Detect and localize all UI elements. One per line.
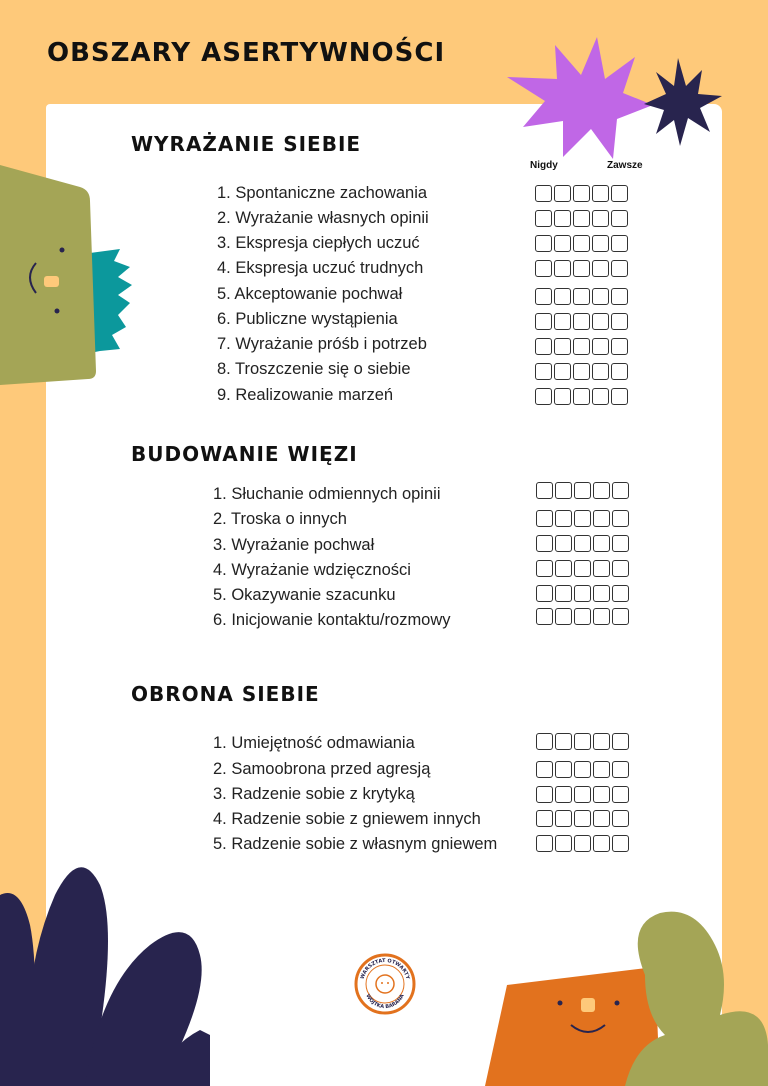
rating-checkbox[interactable] <box>574 560 591 577</box>
rating-checkbox[interactable] <box>555 482 572 499</box>
rating-checkbox-group <box>536 835 629 852</box>
rating-checkbox[interactable] <box>612 761 629 778</box>
item-label: 4. Radzenie sobie z gniewem innych <box>213 810 481 828</box>
rating-checkbox[interactable] <box>573 260 590 277</box>
rating-checkbox[interactable] <box>612 835 629 852</box>
rating-checkbox-group <box>535 313 628 330</box>
section-title: WYRAŻANIE SIEBIE <box>131 132 362 156</box>
rating-checkbox[interactable] <box>593 482 610 499</box>
rating-checkbox-group <box>535 210 628 227</box>
rating-checkbox[interactable] <box>554 288 571 305</box>
rating-checkbox[interactable] <box>593 608 610 625</box>
rating-checkbox-group <box>536 733 629 750</box>
item-label: 9. Realizowanie marzeń <box>217 386 394 404</box>
rating-checkbox[interactable] <box>573 185 590 202</box>
rating-checkbox[interactable] <box>555 510 572 527</box>
item-label: 6. Inicjowanie kontaktu/rozmowy <box>213 611 451 629</box>
rating-checkbox[interactable] <box>611 260 628 277</box>
rating-checkbox[interactable] <box>611 338 628 355</box>
rating-checkbox[interactable] <box>593 810 610 827</box>
rating-checkbox[interactable] <box>535 363 552 380</box>
rating-checkbox-group <box>536 761 629 778</box>
section-title: BUDOWANIE WIĘZI <box>131 442 358 466</box>
olive-character-decoration <box>0 165 140 390</box>
rating-checkbox-group <box>536 585 629 602</box>
rating-checkbox[interactable] <box>574 510 591 527</box>
orange-character-decoration <box>485 905 768 1086</box>
rating-checkbox[interactable] <box>535 185 552 202</box>
rating-checkbox[interactable] <box>611 235 628 252</box>
rating-checkbox[interactable] <box>612 786 629 803</box>
rating-checkbox[interactable] <box>574 786 591 803</box>
item-label: 5. Akceptowanie pochwał <box>217 285 403 303</box>
rating-checkbox-group <box>536 608 629 625</box>
logo-top-text: WARSZTAT OTWARTY <box>359 957 411 981</box>
item-label: 3. Wyrażanie pochwał <box>213 536 375 554</box>
rating-checkbox[interactable] <box>554 185 571 202</box>
rating-checkbox[interactable] <box>535 288 552 305</box>
rating-checkbox[interactable] <box>535 260 552 277</box>
rating-checkbox[interactable] <box>611 388 628 405</box>
item-label: 4. Wyrażanie wdzięczności <box>213 561 411 579</box>
rating-checkbox[interactable] <box>574 482 591 499</box>
rating-checkbox[interactable] <box>592 210 609 227</box>
item-label: 2. Wyrażanie własnych opinii <box>217 209 429 227</box>
rating-checkbox[interactable] <box>554 210 571 227</box>
rating-checkbox-group <box>535 338 628 355</box>
rating-checkbox[interactable] <box>555 560 572 577</box>
rating-checkbox[interactable] <box>555 608 572 625</box>
rating-checkbox[interactable] <box>611 185 628 202</box>
rating-checkbox[interactable] <box>535 210 552 227</box>
item-label: 1. Umiejętność odmawiania <box>213 734 415 752</box>
rating-checkbox[interactable] <box>573 210 590 227</box>
navy-leaves-decoration <box>0 855 210 1086</box>
rating-checkbox-group <box>535 363 628 380</box>
item-label: 5. Okazywanie szacunku <box>213 586 396 604</box>
rating-checkbox[interactable] <box>592 235 609 252</box>
rating-checkbox[interactable] <box>592 185 609 202</box>
rating-checkbox[interactable] <box>536 835 553 852</box>
rating-checkbox[interactable] <box>592 313 609 330</box>
item-label: 4. Ekspresja uczuć trudnych <box>217 259 424 277</box>
rating-checkbox[interactable] <box>612 560 629 577</box>
rating-checkbox[interactable] <box>574 810 591 827</box>
rating-checkbox[interactable] <box>573 235 590 252</box>
rating-checkbox[interactable] <box>555 786 572 803</box>
purple-star-decoration <box>505 35 655 165</box>
rating-checkbox[interactable] <box>536 560 553 577</box>
rating-checkbox[interactable] <box>536 482 553 499</box>
rating-checkbox[interactable] <box>574 608 591 625</box>
item-label: 3. Ekspresja ciepłych uczuć <box>217 234 420 252</box>
rating-checkbox[interactable] <box>573 363 590 380</box>
rating-checkbox[interactable] <box>535 313 552 330</box>
rating-checkbox[interactable] <box>574 535 591 552</box>
rating-checkbox[interactable] <box>554 388 571 405</box>
rating-checkbox[interactable] <box>593 585 610 602</box>
rating-checkbox-group <box>536 786 629 803</box>
rating-checkbox[interactable] <box>536 786 553 803</box>
rating-checkbox[interactable] <box>536 761 553 778</box>
rating-checkbox[interactable] <box>535 235 552 252</box>
rating-checkbox[interactable] <box>574 761 591 778</box>
rating-checkbox[interactable] <box>555 810 572 827</box>
item-label: 2. Troska o innych <box>213 510 347 528</box>
rating-checkbox[interactable] <box>536 585 553 602</box>
rating-checkbox[interactable] <box>555 585 572 602</box>
item-label: 1. Spontaniczne zachowania <box>217 184 428 202</box>
rating-checkbox[interactable] <box>535 388 552 405</box>
rating-checkbox[interactable] <box>593 510 610 527</box>
item-label: 5. Radzenie sobie z własnym gniewem <box>213 835 498 853</box>
rating-checkbox[interactable] <box>612 482 629 499</box>
rating-checkbox[interactable] <box>573 388 590 405</box>
rating-checkbox[interactable] <box>612 510 629 527</box>
rating-checkbox[interactable] <box>554 313 571 330</box>
rating-checkbox[interactable] <box>574 733 591 750</box>
rating-checkbox[interactable] <box>554 363 571 380</box>
rating-checkbox[interactable] <box>536 733 553 750</box>
rating-checkbox[interactable] <box>612 535 629 552</box>
item-label: 3. Radzenie sobie z krytyką <box>213 785 415 803</box>
rating-checkbox-group <box>536 810 629 827</box>
rating-checkbox[interactable] <box>611 313 628 330</box>
rating-checkbox[interactable] <box>612 585 629 602</box>
rating-checkbox[interactable] <box>555 733 572 750</box>
rating-checkbox[interactable] <box>593 535 610 552</box>
rating-checkbox[interactable] <box>574 585 591 602</box>
item-label: 6. Publiczne wystąpienia <box>217 310 398 328</box>
rating-checkbox-group <box>536 482 629 499</box>
item-label: 2. Samoobrona przed agresją <box>213 760 431 778</box>
rating-checkbox[interactable] <box>573 288 590 305</box>
rating-checkbox[interactable] <box>535 338 552 355</box>
rating-checkbox[interactable] <box>554 260 571 277</box>
workshop-logo <box>354 953 416 1015</box>
rating-checkbox[interactable] <box>593 733 610 750</box>
rating-checkbox[interactable] <box>573 313 590 330</box>
section-title: OBRONA SIEBIE <box>131 682 320 706</box>
rating-checkbox-group <box>536 510 629 527</box>
rating-checkbox[interactable] <box>611 288 628 305</box>
rating-checkbox-group <box>536 535 629 552</box>
rating-checkbox[interactable] <box>611 210 628 227</box>
rating-checkbox-group <box>535 235 628 252</box>
page-title: OBSZARY ASERTYWNOŚCI <box>47 38 446 68</box>
rating-checkbox-group <box>536 560 629 577</box>
rating-checkbox[interactable] <box>612 810 629 827</box>
rating-checkbox-group <box>535 388 628 405</box>
navy-star-decoration <box>642 58 724 148</box>
rating-checkbox[interactable] <box>554 338 571 355</box>
rating-checkbox[interactable] <box>592 363 609 380</box>
rating-checkbox-group <box>535 260 628 277</box>
scale-max-label: Zawsze <box>607 160 643 171</box>
rating-checkbox[interactable] <box>593 835 610 852</box>
logo-bottom-text: WOJTKA BARANA <box>364 993 406 1011</box>
rating-checkbox[interactable] <box>592 338 609 355</box>
rating-checkbox[interactable] <box>592 388 609 405</box>
rating-checkbox[interactable] <box>593 761 610 778</box>
rating-checkbox[interactable] <box>592 288 609 305</box>
rating-checkbox[interactable] <box>555 535 572 552</box>
rating-checkbox[interactable] <box>536 810 553 827</box>
rating-checkbox[interactable] <box>593 560 610 577</box>
item-label: 1. Słuchanie odmiennych opinii <box>213 485 441 503</box>
rating-checkbox[interactable] <box>554 235 571 252</box>
rating-checkbox[interactable] <box>536 535 553 552</box>
item-label: 7. Wyrażanie próśb i potrzeb <box>217 335 427 353</box>
rating-checkbox[interactable] <box>574 835 591 852</box>
rating-checkbox[interactable] <box>593 786 610 803</box>
rating-checkbox[interactable] <box>612 733 629 750</box>
rating-checkbox[interactable] <box>555 761 572 778</box>
scale-min-label: Nigdy <box>530 160 558 171</box>
rating-checkbox[interactable] <box>592 260 609 277</box>
rating-checkbox[interactable] <box>536 608 553 625</box>
rating-checkbox[interactable] <box>536 510 553 527</box>
rating-checkbox[interactable] <box>611 363 628 380</box>
rating-checkbox-group <box>535 288 628 305</box>
rating-checkbox-group <box>535 185 628 202</box>
item-label: 8. Troszczenie się o siebie <box>217 360 411 378</box>
rating-checkbox[interactable] <box>555 835 572 852</box>
rating-checkbox[interactable] <box>612 608 629 625</box>
rating-checkbox[interactable] <box>573 338 590 355</box>
